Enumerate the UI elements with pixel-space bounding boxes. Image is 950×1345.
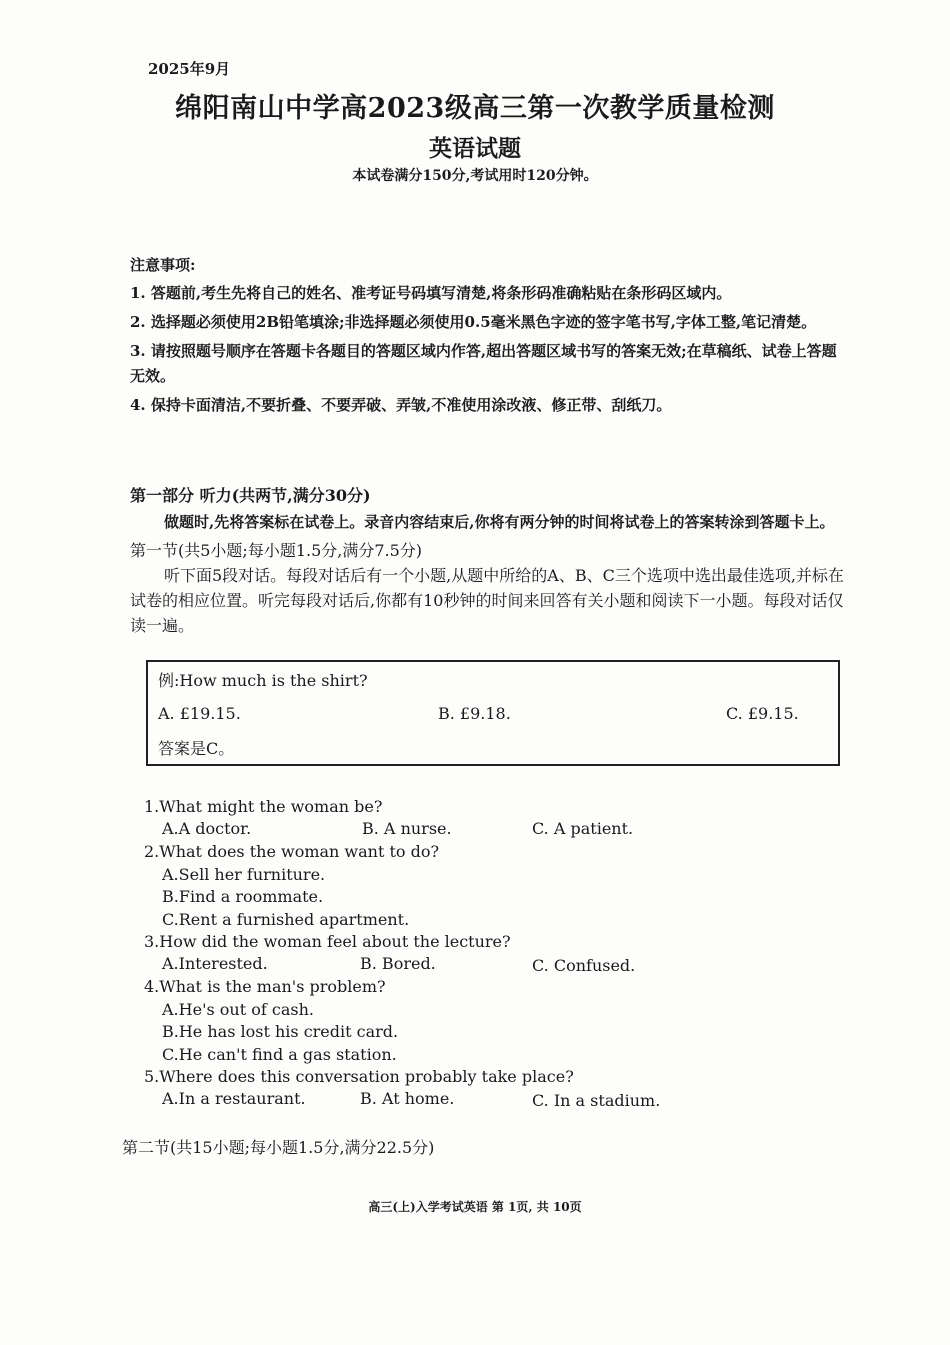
questions-list — [144, 796, 844, 1111]
option-c: C. Confused. — [532, 955, 636, 975]
bleed-through-texture — [560, 60, 840, 75]
part1-title: 第一部分 听力(共两节,满分30分) — [130, 486, 371, 505]
subject-title: 英语试题 — [429, 135, 521, 162]
example-answer: 答案是C。 — [158, 739, 235, 758]
option-a: A.Sell her furniture. — [162, 864, 326, 884]
option-b: B.Find a roommate. — [162, 887, 324, 906]
option-c: C.Rent a furnished apartment. — [162, 909, 410, 929]
example-option-c: C. £9.15. — [726, 704, 799, 723]
option-b: B.He has lost his credit card. — [162, 1022, 399, 1041]
question-stem: 5.Where does this conversation probably take place? — [144, 1067, 574, 1086]
school-title: 绵阳南山中学高2023级高三第一次教学质量检测 — [175, 93, 775, 124]
note-item: 1. 答题前,考生先将自己的姓名、准考证号码填写清楚,将条形码准确粘贴在条形码区域内。 — [130, 284, 732, 302]
option-c: C. In a stadium. — [532, 1090, 661, 1110]
example-option-a: A. £19.15. — [158, 704, 241, 723]
option-b: B. Bored. — [360, 953, 436, 973]
section1-title: 第一节(共5小题;每小题1.5分,满分7.5分) — [130, 541, 423, 560]
option-a: A.A doctor. — [162, 818, 252, 838]
question-stem: 3.How did the woman feel about the lecture? — [144, 932, 511, 951]
question-stem: 1.What might the woman be? — [144, 797, 383, 816]
note-item: 3. 请按照题号顺序在答题卡各题目的答题区域内作答,超出答题区域书写的答案无效;在草稿纸、试卷上答题无效。 — [130, 342, 837, 385]
part1-listening — [130, 483, 845, 638]
exam-date: 2025年9月 — [148, 60, 231, 78]
notes-section — [130, 254, 845, 422]
note-item: 4. 保持卡面清洁,不要折叠、不要弄破、弄皱,不准使用涂改液、修正带、刮纸刀。 — [130, 396, 672, 414]
exam-meta: 本试卷满分150分,考试用时120分钟。 — [352, 168, 598, 184]
section2-title: 第二节(共15小题;每小题1.5分,满分22.5分) — [122, 1138, 435, 1157]
note-item: 2. 选择题必须使用2B铅笔填涂;非选择题必须使用0.5毫米黑色字迹的签字笔书写,字体工整,笔记清楚。 — [130, 313, 817, 331]
option-a: A.He's out of cash. — [162, 999, 314, 1019]
example-option-b: B. £9.18. — [438, 704, 511, 723]
question-stem: 2.What does the woman want to do? — [144, 842, 440, 861]
option-c: C. A patient. — [532, 818, 634, 838]
example-box — [146, 660, 840, 766]
notes-title: 注意事项: — [130, 256, 196, 274]
option-a: A.In a restaurant. — [162, 1088, 306, 1108]
option-b: B. At home. — [360, 1088, 455, 1108]
section1-intro: 听下面5段对话。每段对话后有一个小题,从题中所给的A、B、C三个选项中选出最佳选项,并标在试卷的相应位置。听完每段对话后,你都有10秒钟的时间来回答有关小题和阅读下一小题。每段对话仅读一遍。 — [130, 566, 844, 635]
question-stem: 4.What is the man's problem? — [144, 977, 386, 996]
page-footer: 高三(上)入学考试英语 第 1页, 共 10页 — [368, 1200, 582, 1214]
options-row — [144, 1089, 844, 1112]
example-question: 例:How much is the shirt? — [158, 671, 368, 690]
part1-intro: 做题时,先将答案标在试卷上。录音内容结束后,你将有两分钟的时间将试卷上的答案转涂到答题卡上。 — [164, 513, 835, 531]
option-c: C.He can't find a gas station. — [162, 1044, 397, 1064]
option-a: A.Interested. — [162, 953, 268, 973]
option-b: B. A nurse. — [362, 818, 452, 838]
options-row — [144, 819, 844, 842]
options-row — [144, 954, 844, 977]
